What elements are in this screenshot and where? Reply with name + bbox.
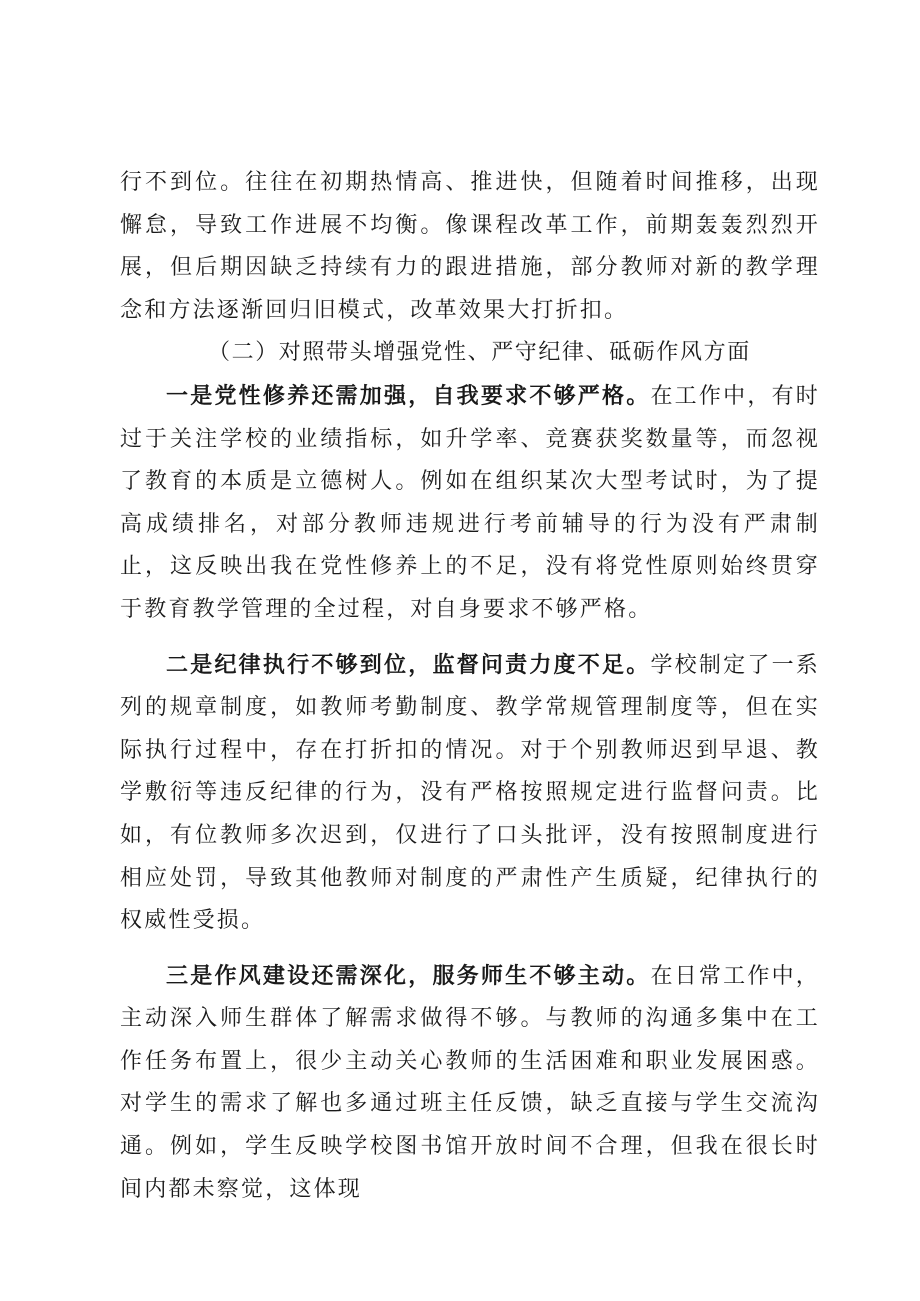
paragraph-lead: 二是纪律执行不够到位，监督问责力度不足。 — [166, 651, 651, 678]
continuation-paragraph: 行不到位。往往在初期热情高、推进快，但随着时间推移，出现懈怠，导致工作进展不均衡。像课程改革工作，前期轰轰烈烈开展，但后期因缺乏持续有力的跟进措施，部分教师对新的教学理念和方法逐渐回归旧模式，改革效果大打折扣。 — [120, 170, 820, 323]
document-page — [120, 162, 820, 1211]
paragraph-party-spirit — [120, 375, 820, 632]
paragraph-lead: 一是党性修养还需加强，自我要求不够严格。 — [166, 382, 651, 409]
paragraph-discipline — [120, 644, 820, 943]
paragraph-body: 学校制定了一系列的规章制度，如教师考勤制度、教学常规管理制度等，但在实际执行过程中，存在打折扣的情况。对于个别教师迟到早退、教学敷衍等违反纪律的行为，没有严格按照规定进行监督问责。比如，有位教师多次迟到，仅进行了口头批评，没有按照制度进行相应处罚，导致其他教师对制度的严肃性产生质疑，纪律执行的权威性受损。 — [120, 652, 820, 934]
paragraph-gap — [120, 632, 820, 644]
paragraph-body: 在日常工作中，主动深入师生群体了解需求做得不够。与教师的沟通多集中在工作任务布置上，很少主动关心教师的生活困难和职业发展困惑。对学生的需求了解也多通过班主任反馈，缺乏直接与学生交流沟通。例如，学生反映学校图书馆开放时间不合理，但我在很长时间内都未察觉，这体现 — [120, 963, 820, 1202]
paragraph-lead: 三是作风建设还需深化，服务师生不够主动。 — [166, 962, 651, 989]
paragraph-work-style — [120, 955, 820, 1212]
paragraph-body: 在工作中，有时过于关注学校的业绩指标，如升学率、竞赛获奖数量等，而忽视了教育的本质是立德树人。例如在组织某次大型考试时，为了提高成绩排名，对部分教师违规进行考前辅导的行为没有严肃制止，这反映出我在党性修养上的不足，没有将党性原则始终贯穿于教育教学管理的全过程，对自身要求不够严格。 — [120, 383, 820, 622]
paragraph-gap — [120, 943, 820, 955]
section-heading: （二）对照带头增强党性、严守纪律、砥砺作风方面 — [208, 340, 751, 366]
